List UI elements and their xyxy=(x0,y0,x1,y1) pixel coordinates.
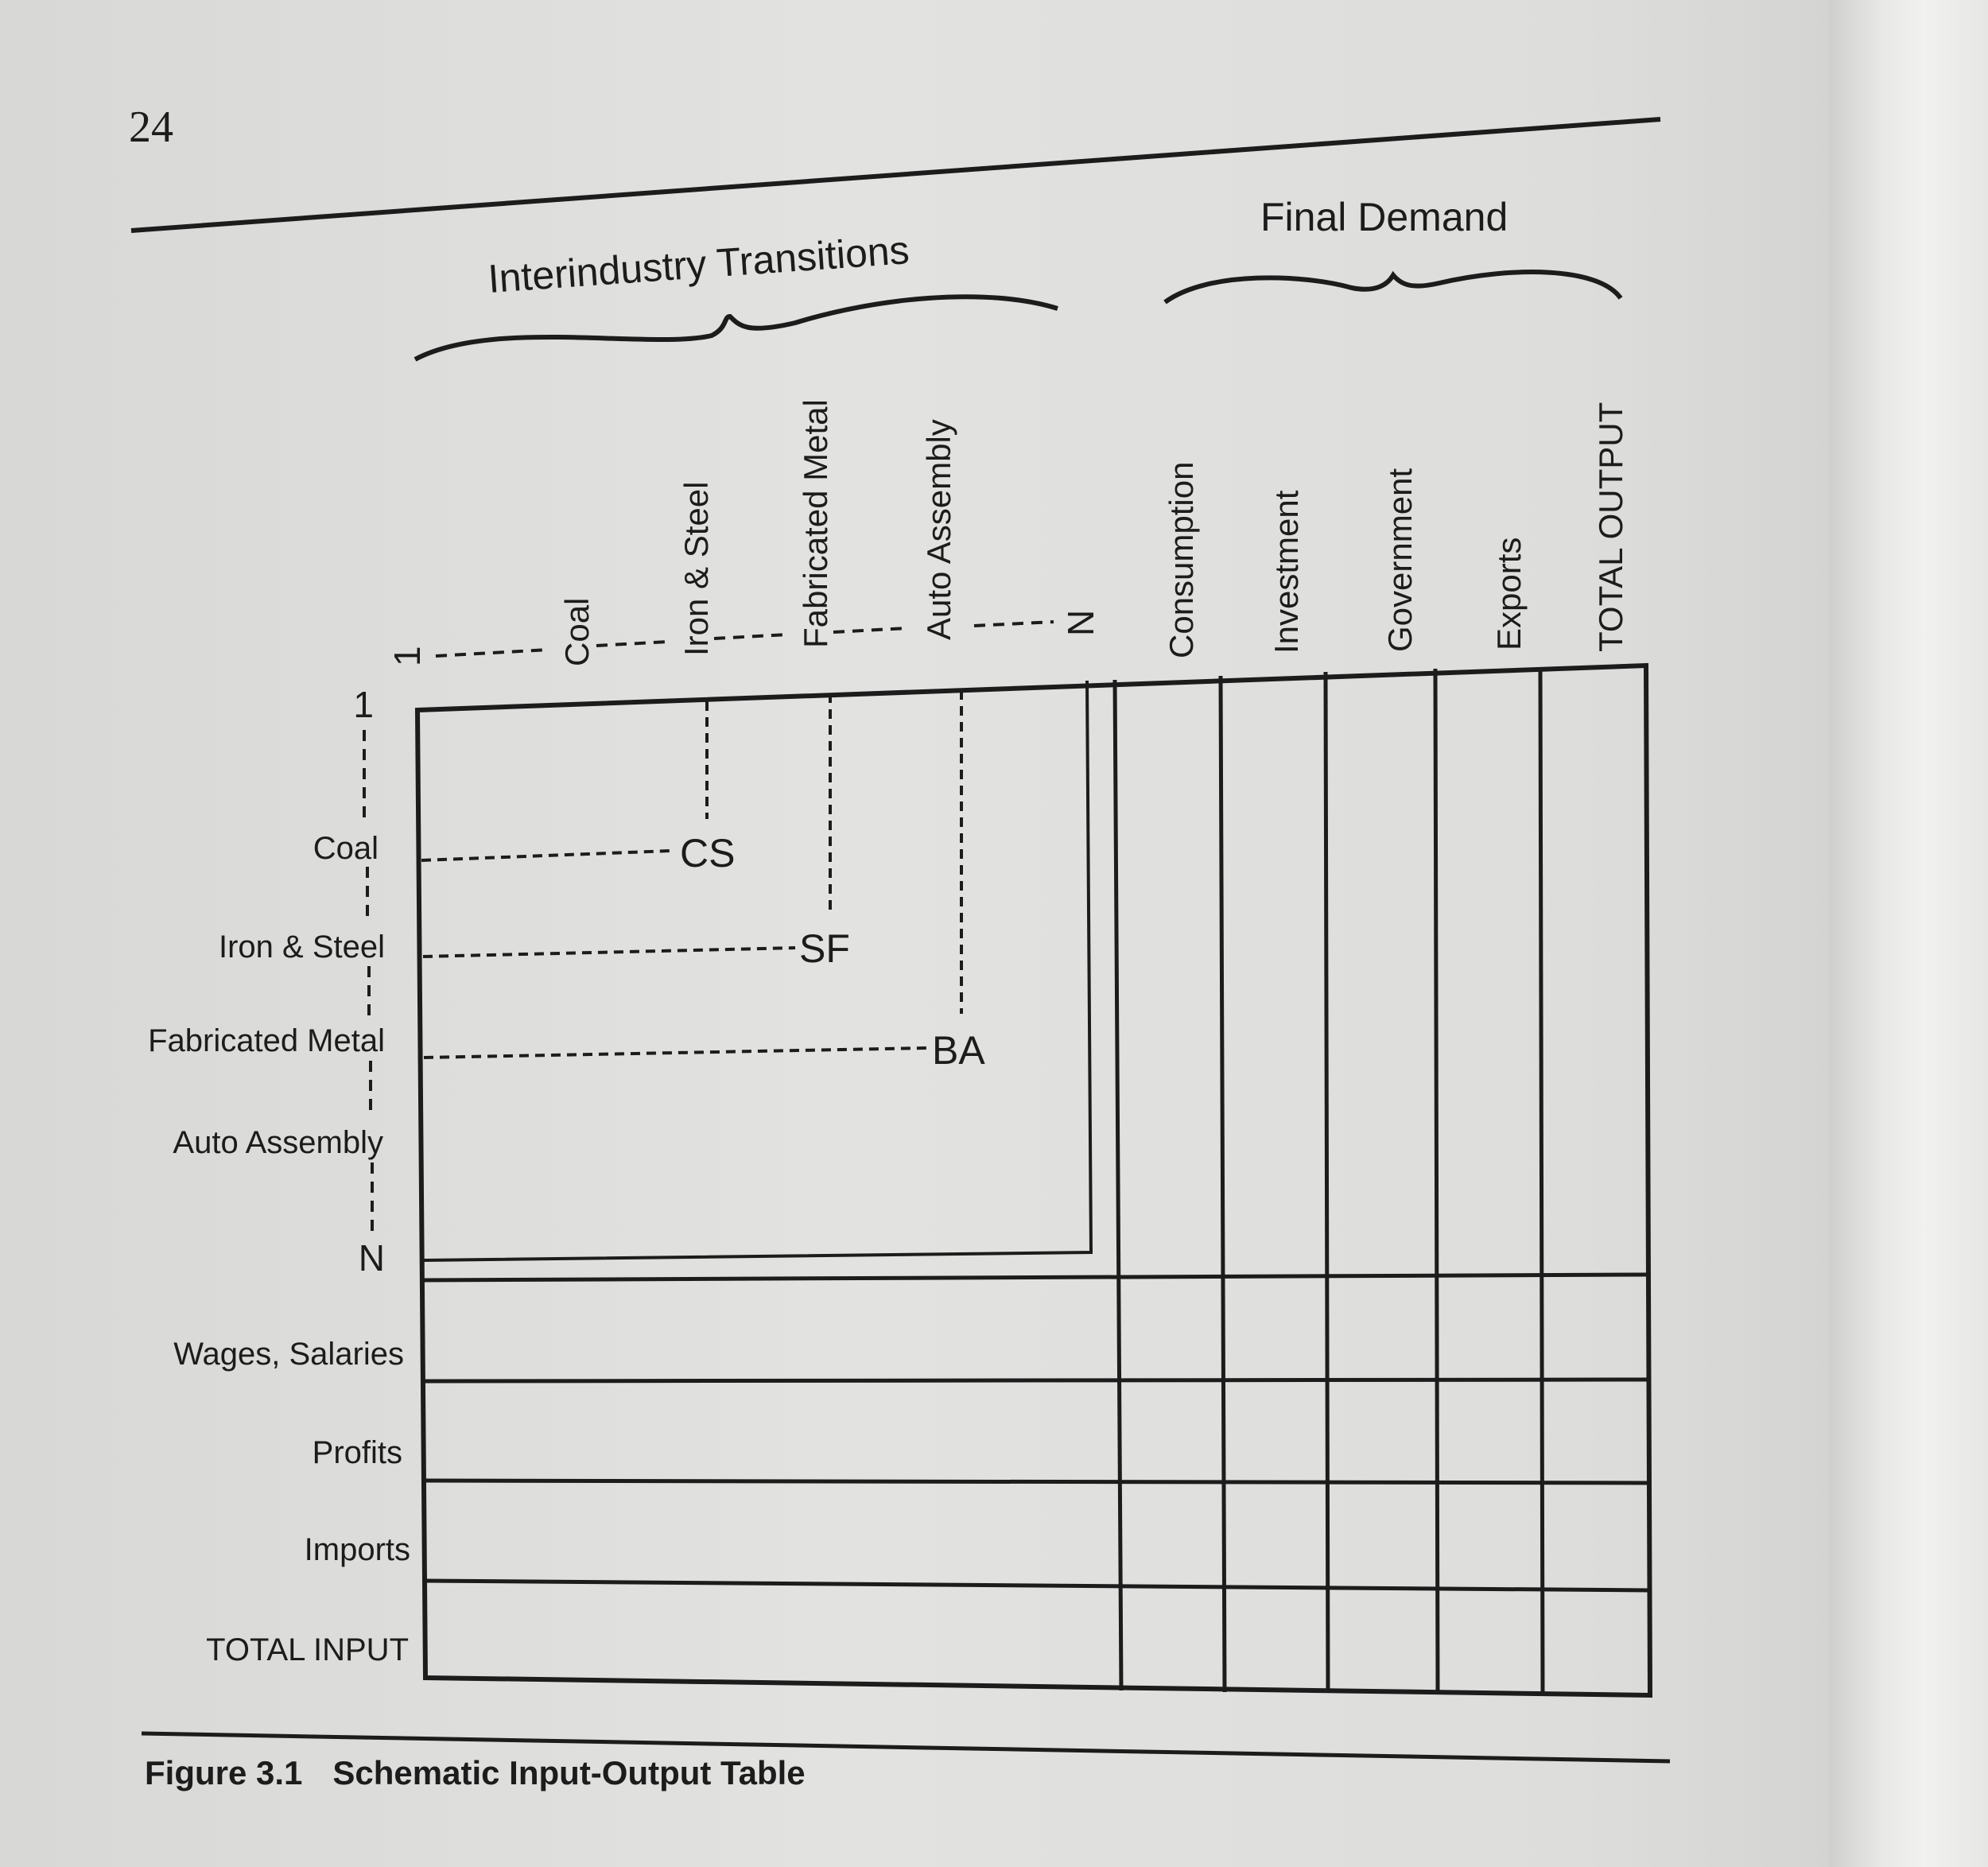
row-header-imports: Imports xyxy=(304,1532,410,1567)
row-header-coal: Coal xyxy=(313,831,379,866)
col-header-investment: Investment xyxy=(1268,490,1305,654)
col-header-auto-assembly: Auto Assembly xyxy=(920,419,957,640)
col-header-total-output: TOTAL OUTPUT xyxy=(1592,402,1629,652)
row-header-profits: Profits xyxy=(312,1435,402,1470)
col-index-end: N xyxy=(1060,609,1101,636)
row-header-total-input: TOTAL INPUT xyxy=(206,1632,409,1667)
row-index-start: 1 xyxy=(353,684,374,725)
col-header-connectors xyxy=(436,622,1054,656)
interindustry-header: Interindustry Transitions xyxy=(486,227,911,301)
row-header-auto-assembly: Auto Assembly xyxy=(173,1125,383,1160)
cell-marker-ba: BA xyxy=(932,1028,985,1073)
caption-title: Schematic Input-Output Table xyxy=(332,1754,806,1791)
row-header-fabricated-metal: Fabricated Metal xyxy=(148,1023,385,1058)
col-header-coal: Coal xyxy=(558,597,596,666)
page-number: 24 xyxy=(129,103,173,152)
col-header-exports: Exports xyxy=(1490,537,1528,650)
col-index-start: 1 xyxy=(386,646,428,666)
col-header-fabricated-metal: Fabricated Metal xyxy=(797,399,834,648)
table-outline xyxy=(417,666,1650,1695)
final-demand-header: Final Demand xyxy=(1260,195,1508,239)
row-index-end: N xyxy=(358,1237,385,1279)
interindustry-brace xyxy=(415,297,1058,359)
caption-label: Figure 3.1 xyxy=(145,1754,303,1791)
row-header-wages-salaries: Wages, Salaries xyxy=(173,1337,404,1372)
final-demand-brace xyxy=(1165,272,1621,302)
col-header-government: Government xyxy=(1381,468,1419,652)
table-column-lines xyxy=(1115,667,1543,1694)
cell-marker-sf: SF xyxy=(799,926,850,971)
row-header-iron-steel: Iron & Steel xyxy=(218,930,385,965)
col-header-iron-steel: Iron & Steel xyxy=(678,481,715,656)
table-row-lines xyxy=(421,1275,1649,1590)
figure-caption xyxy=(145,1754,806,1792)
col-header-consumption: Consumption xyxy=(1163,461,1200,658)
cell-marker-cs: CS xyxy=(680,831,736,875)
interindustry-block xyxy=(423,681,1091,1260)
